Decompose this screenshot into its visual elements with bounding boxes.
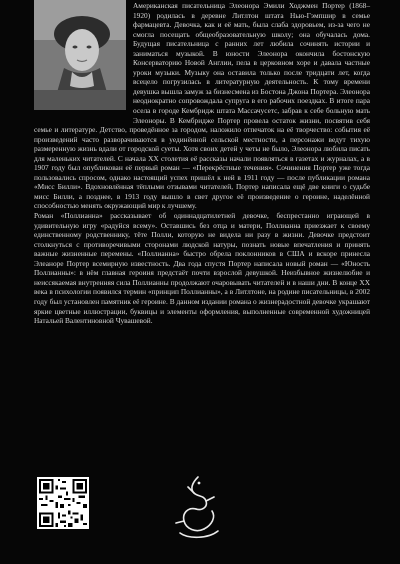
qr-code[interactable] bbox=[37, 477, 89, 529]
book-summary: Роман «Поллианна» рассказывает об одиннадцатилетней девочке, беспрестанно играющей в удивительную игру «радуйся всему». Оставшись без отца и матери, Поллианна приезжает к своему единственному родственнику, тёте Полли, которую не видела ни разу в жизни. Девочке предстоит столкнуться с противоречивыми сторонами людской натуры, познать новые впечатления и принять важные жизненные перемены. «Поллианна» быстро обрела поклонников в США и вскоре принесла Элеаноре Портер всемирную известность. Два года спустя Портер написала новый роман — «Юность Поллианны»: в нём главная героиня предстаёт почти взрослой девушкой. Неизбывное жизнелюбие и неиссякаемая внутренняя сила Поллианны продолжают очаровывать читателей и в наши дни. В конце XX века в психологии появился термин «принцип Поллианны», а в Литлтоне, на родине писательницы, в 2002 году был установлен памятник её героине. В данном издании романа о жизнерадостной девочке украшают яркие цветные иллюстрации, буквицы и элементы оформления, выполненные современной художницей Натальей Валентиновной Чувашевой. bbox=[34, 211, 370, 326]
portrait-spacer bbox=[34, 1, 133, 119]
author-biography: Американская писательница Элеонора Эмили Ходжмен Портер (1868–1920) родилась в деревне Литлтон штата Нью-Гэмпшир в семье фармацевта. Девочка, как и её мать, была слаба здоровьем, из-за чего не смогла посещать общеобразовательную школу; она обучалась дома. Будущая писательница с ранних лет любила сочинять истории и заниматься музыкой. В юности Элеонора окончила бостонскую Консерваторию Новой Англии, пела в церковном хоре и давала частные уроки музыки. Музыку она оставила только после тридцати лет, когда всецело погрузилась в литературную деятельность. К тому времени девушка вышла замуж за бизнесмена из Бостона Джона Портера. Элеонора неоднократно сопровождала супруга в его рабочих поездках. В итоге пара осела в городе Кембридж штата Массачусетс, забрав к себе больную мать Элеоноры. В Кембридже Портер провела остаток жизни, посвятив себя семье и литературе. Детство, проведённое за городом, наложило отпечаток на её творчество: события её произведений часто разворачиваются в уединённой сельской местности, а персонажи ведут тихую размеренную жизнь вдали от городской суеты. Хотя своих детей у четы не было, Элеонора любила писать для маленьких читателей. С начала XX столетия её рассказы начали появляться в газетах и журналах, а в 1907 году был опубликован её первый роман — «Перекрёстные течения». Сочинения Портер уже тогда пользовались спросом, однако настоящий успех пришёл к ней в 1911 году — после публикации романа «Мисс Билли». Вдохновлённая тёплыми отзывами читателей, Портер написала ещё две книги о судьбе мисс Билли, а позднее, в 1913 году вышло в свет другое её произведение о героине, наделённой способностью менять окружающий мир к лучшему. bbox=[34, 1, 370, 211]
publisher-logo bbox=[168, 473, 228, 543]
description-text bbox=[34, 1, 370, 326]
